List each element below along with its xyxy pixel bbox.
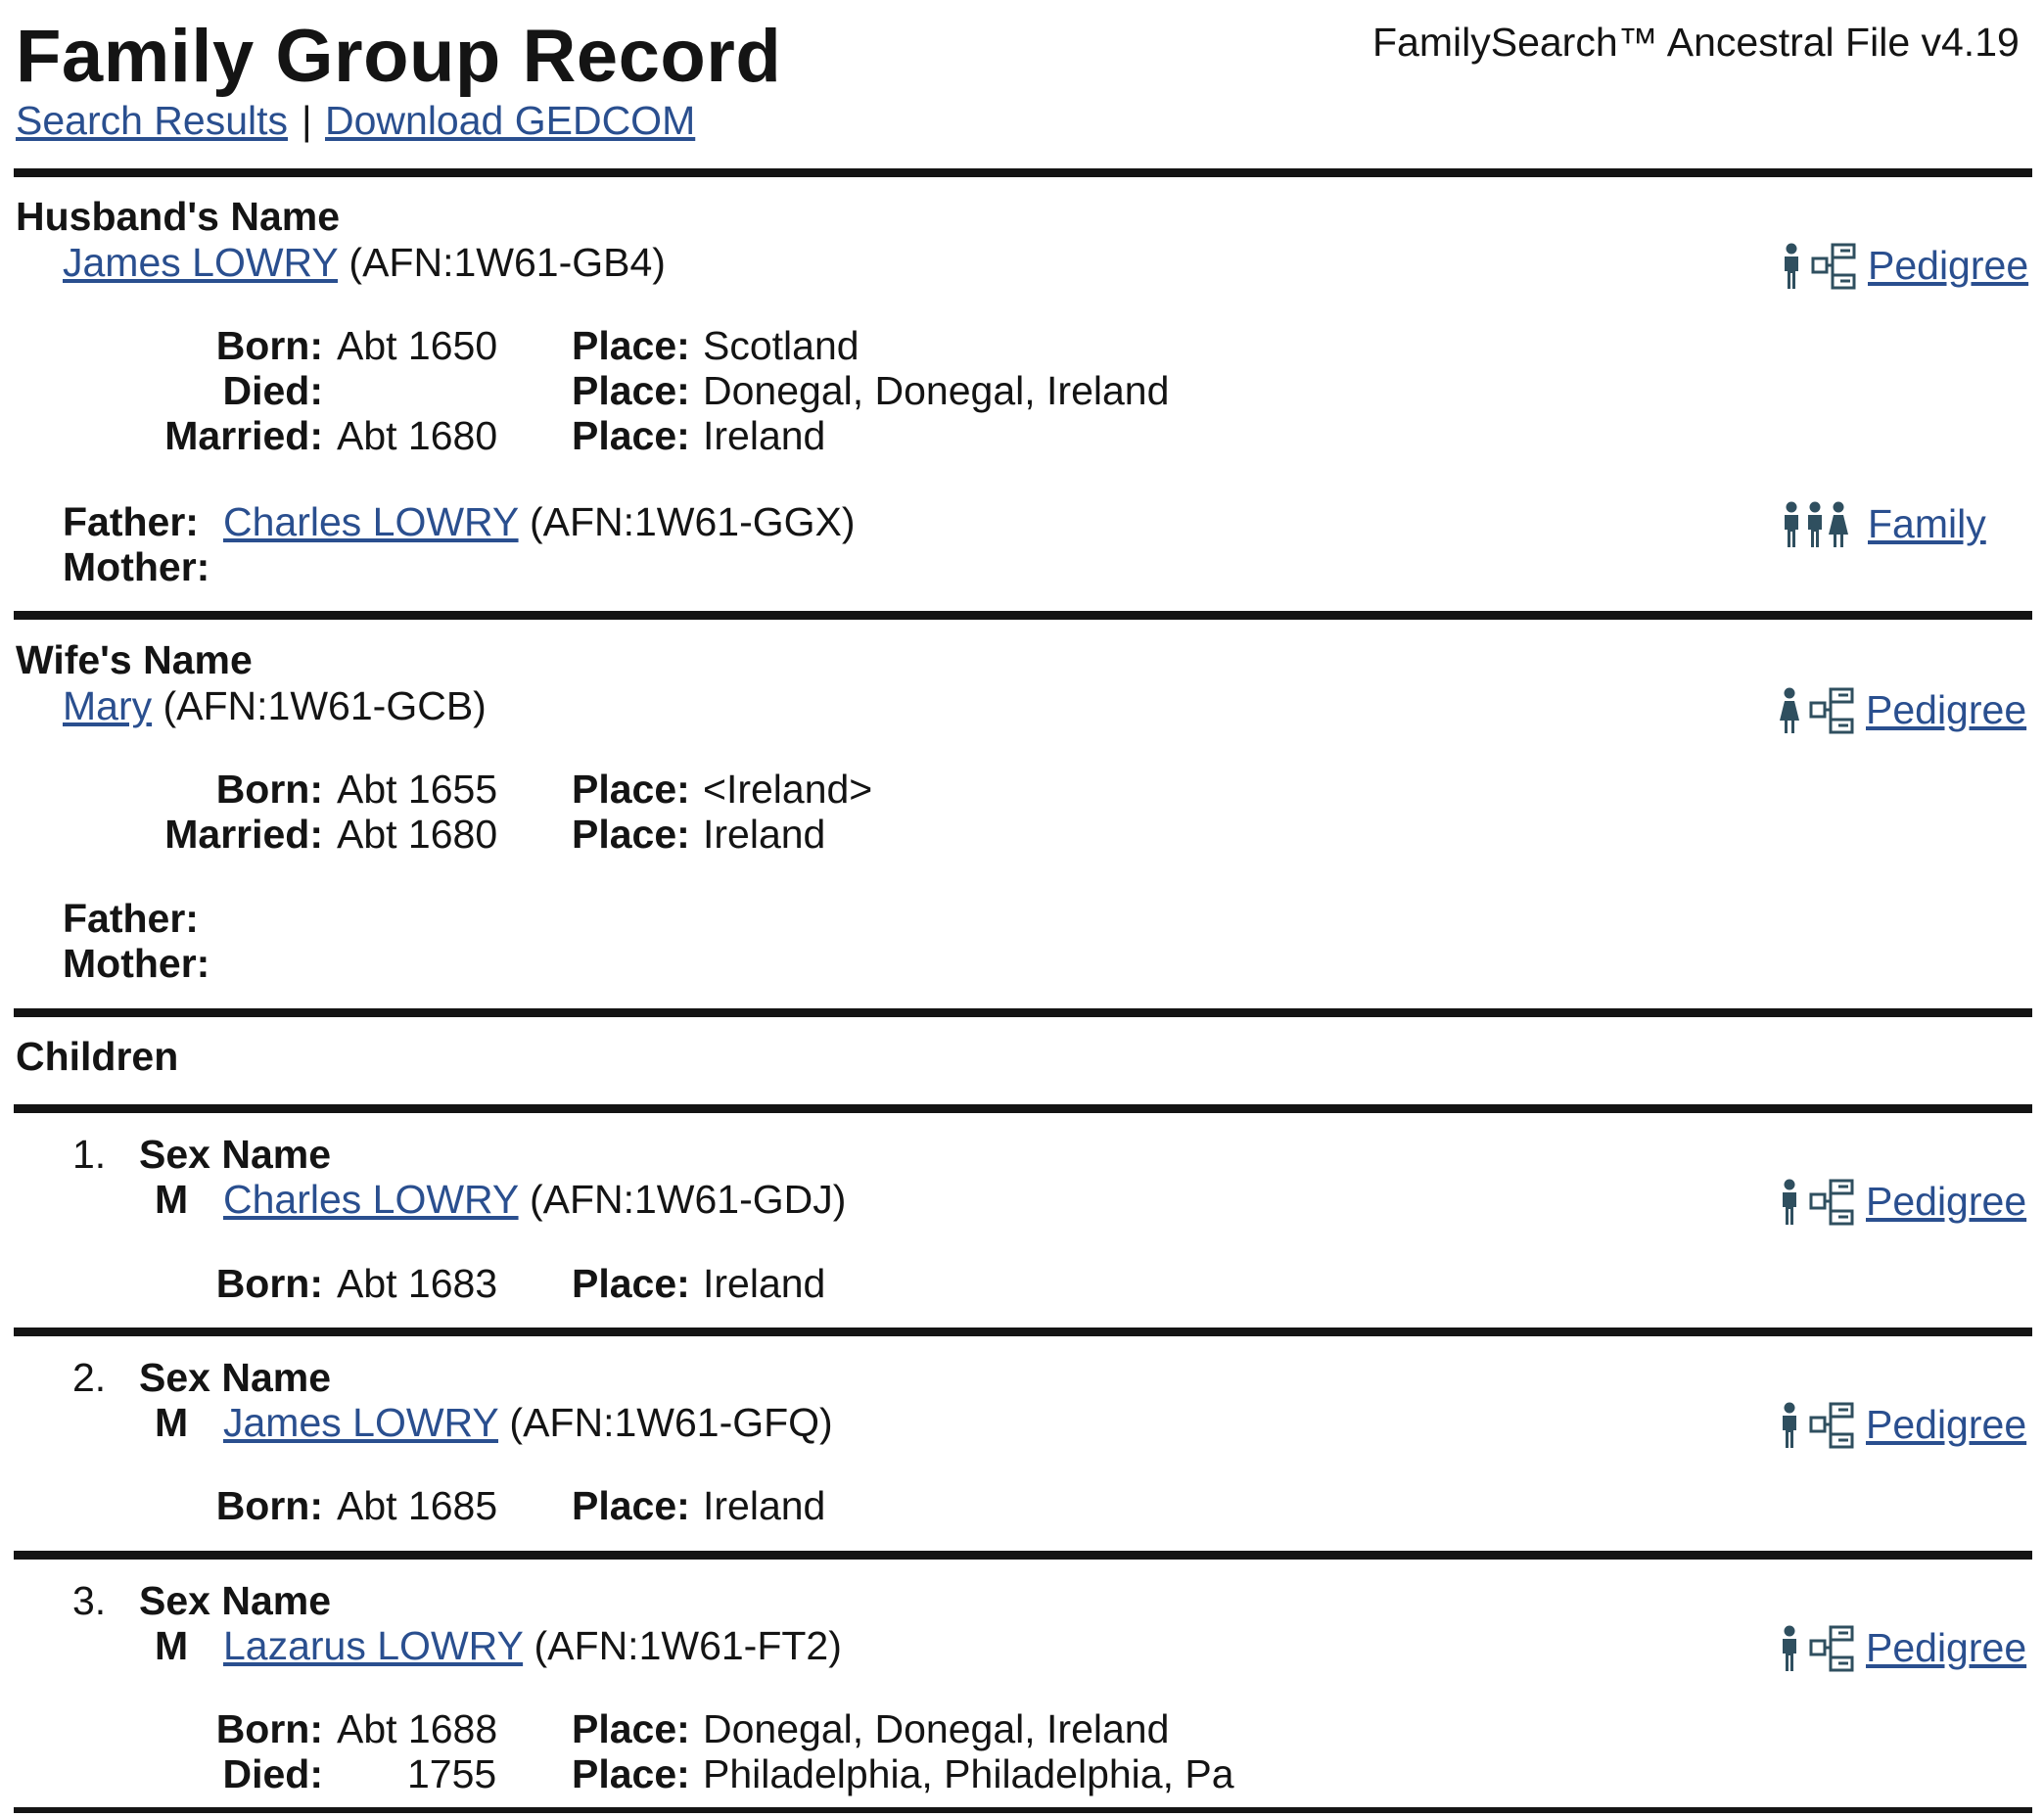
divider bbox=[14, 1328, 2032, 1336]
born-value: Abt 1655 bbox=[337, 767, 498, 812]
born-value: Abt 1688 bbox=[337, 1706, 498, 1751]
family-icon bbox=[1782, 501, 1852, 550]
child-name-link[interactable]: Charles LOWRY bbox=[223, 1177, 519, 1222]
child-number: 3. bbox=[72, 1578, 107, 1623]
child-name-line bbox=[223, 1623, 842, 1669]
divider bbox=[14, 1008, 2032, 1017]
father-label: Father: bbox=[63, 896, 199, 941]
born-label: Born: bbox=[215, 323, 323, 368]
sex-name-label: Sex Name bbox=[139, 1132, 332, 1177]
place-label: Place: bbox=[572, 1706, 690, 1751]
child-number: 1. bbox=[72, 1132, 107, 1177]
born-value: Abt 1683 bbox=[337, 1261, 498, 1306]
place-label: Place: bbox=[572, 1751, 690, 1796]
divider bbox=[14, 1104, 2032, 1113]
husband-afn: (AFN:1W61-GB4) bbox=[348, 240, 666, 285]
married-place: Ireland bbox=[703, 413, 826, 458]
child-afn: (AFN:1W61-FT2) bbox=[534, 1623, 842, 1668]
sex-name-label: Sex Name bbox=[139, 1578, 332, 1623]
pedigree-link[interactable]: Pedigree bbox=[1866, 1625, 2027, 1670]
died-label: Died: bbox=[222, 368, 323, 413]
place-label: Place: bbox=[572, 368, 690, 413]
pedigree-link[interactable]: Pedigree bbox=[1866, 1179, 2027, 1224]
born-label: Born: bbox=[215, 1261, 323, 1306]
child-number: 2. bbox=[72, 1355, 107, 1400]
died-value: 1755 bbox=[407, 1751, 497, 1796]
died-label: Died: bbox=[222, 1751, 323, 1796]
pedigree-link[interactable]: Pedigree bbox=[1866, 687, 2027, 732]
married-place: Ireland bbox=[703, 812, 826, 857]
pedigree-icon bbox=[1780, 1625, 1856, 1674]
born-place: Scotland bbox=[703, 323, 859, 368]
place-label: Place: bbox=[572, 1261, 690, 1306]
born-value: Abt 1685 bbox=[337, 1483, 498, 1528]
child-name-link[interactable]: Lazarus LOWRY bbox=[223, 1623, 524, 1668]
family-link[interactable]: Family bbox=[1868, 501, 1986, 546]
app-title: FamilySearch™ Ancestral File v4.19 bbox=[1372, 20, 2020, 65]
divider bbox=[14, 1807, 2032, 1813]
born-place: Ireland bbox=[703, 1261, 826, 1306]
married-value: Abt 1680 bbox=[337, 812, 498, 857]
divider bbox=[14, 1551, 2032, 1560]
child-sex: M bbox=[155, 1623, 189, 1668]
father-name-link[interactable]: Charles LOWRY bbox=[223, 499, 519, 544]
child-afn: (AFN:1W61-GFQ) bbox=[509, 1400, 833, 1445]
download-gedcom-link[interactable]: Download GEDCOM bbox=[325, 98, 696, 143]
place-label: Place: bbox=[572, 767, 690, 812]
wife-afn: (AFN:1W61-GCB) bbox=[163, 683, 487, 728]
child-sex: M bbox=[155, 1400, 189, 1445]
child-sex: M bbox=[155, 1177, 189, 1222]
child-name-line bbox=[223, 1177, 846, 1223]
born-label: Born: bbox=[215, 1706, 323, 1751]
born-place: Ireland bbox=[703, 1483, 826, 1528]
born-place: Donegal, Donegal, Ireland bbox=[703, 1706, 1170, 1751]
place-label: Place: bbox=[572, 812, 690, 857]
married-label: Married: bbox=[164, 413, 323, 458]
married-value: Abt 1680 bbox=[337, 413, 498, 458]
divider bbox=[14, 168, 2032, 177]
died-place: Donegal, Donegal, Ireland bbox=[703, 368, 1170, 413]
pedigree-icon bbox=[1780, 687, 1856, 736]
father-afn: (AFN:1W61-GGX) bbox=[529, 499, 856, 544]
divider bbox=[14, 611, 2032, 620]
child-afn: (AFN:1W61-GDJ) bbox=[529, 1177, 847, 1222]
mother-label: Mother: bbox=[63, 941, 210, 986]
mother-label: Mother: bbox=[63, 544, 210, 589]
children-heading: Children bbox=[16, 1034, 179, 1079]
place-label: Place: bbox=[572, 1483, 690, 1528]
child-name-link[interactable]: James LOWRY bbox=[223, 1400, 499, 1445]
husband-name-line bbox=[63, 240, 666, 286]
child-name-line bbox=[223, 1400, 833, 1446]
pedigree-link[interactable]: Pedigree bbox=[1866, 1402, 2027, 1447]
died-place: Philadelphia, Philadelphia, Pa bbox=[703, 1751, 1234, 1796]
pedigree-icon bbox=[1780, 1179, 1856, 1228]
pedigree-icon bbox=[1782, 243, 1858, 292]
pedigree-icon bbox=[1780, 1402, 1856, 1451]
born-place: <Ireland> bbox=[703, 767, 873, 812]
page-title: Family Group Record bbox=[16, 15, 782, 98]
father-name-line bbox=[223, 499, 856, 545]
born-label: Born: bbox=[215, 1483, 323, 1528]
husband-heading: Husband's Name bbox=[16, 194, 341, 239]
place-label: Place: bbox=[572, 413, 690, 458]
search-results-link[interactable]: Search Results bbox=[16, 98, 289, 143]
place-label: Place: bbox=[572, 323, 690, 368]
pedigree-link[interactable]: Pedigree bbox=[1868, 243, 2029, 288]
born-label: Born: bbox=[215, 767, 323, 812]
sex-name-label: Sex Name bbox=[139, 1355, 332, 1400]
wife-heading: Wife's Name bbox=[16, 637, 253, 682]
husband-name-link[interactable]: James LOWRY bbox=[63, 240, 339, 285]
father-label: Father: bbox=[63, 499, 199, 544]
wife-name-line bbox=[63, 683, 487, 729]
born-value: Abt 1650 bbox=[337, 323, 498, 368]
nav-separator: | bbox=[302, 98, 312, 143]
married-label: Married: bbox=[164, 812, 323, 857]
wife-name-link[interactable]: Mary bbox=[63, 683, 153, 728]
